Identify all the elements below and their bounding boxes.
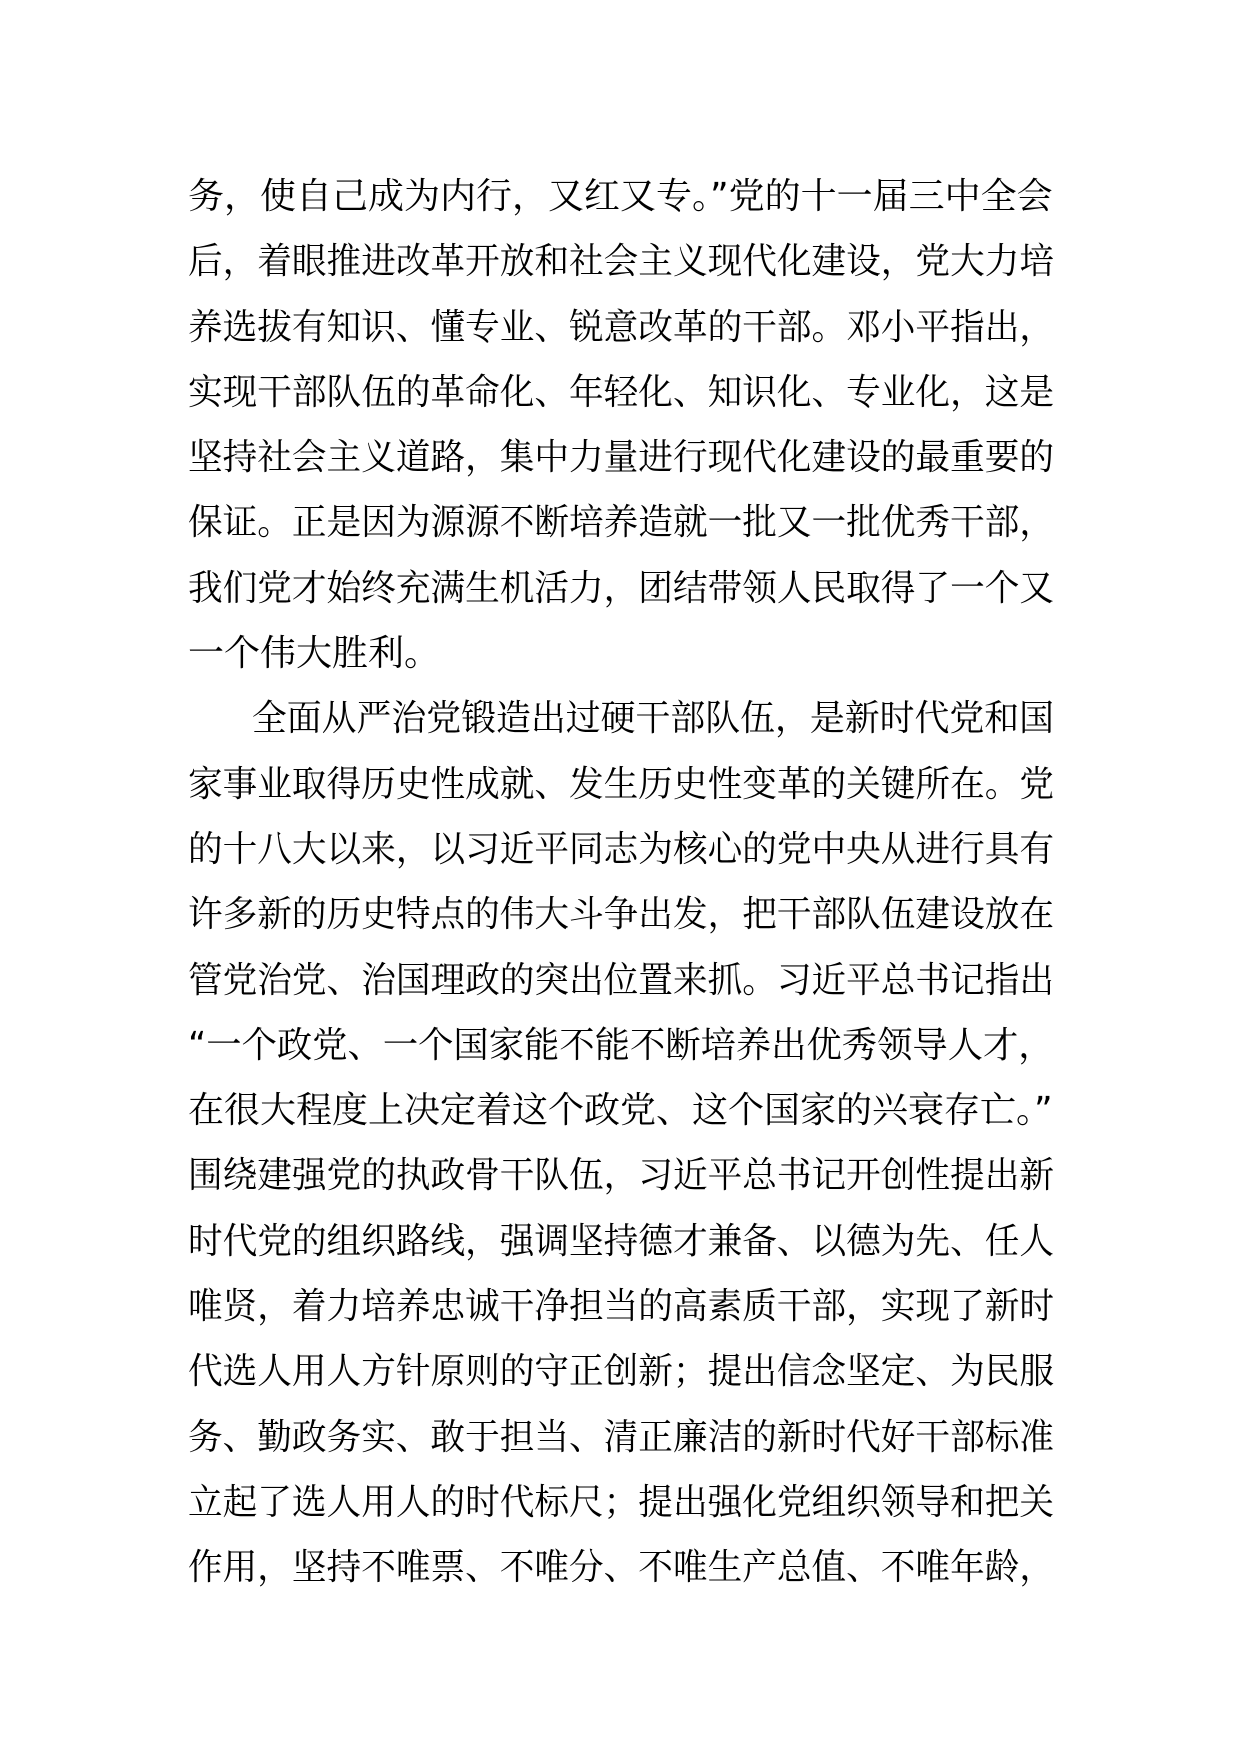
text-line: 的十八大以来，以习近平同志为核心的党中央从进行具有: [188, 828, 1054, 870]
text-line: 时代党的组织路线，强调坚持德才兼备、以德为先、任人: [188, 1220, 1054, 1262]
text-line: 实现干部队伍的革命化、年轻化、知识化、专业化，这是: [188, 371, 1054, 413]
text-line: 坚持社会主义道路，集中力量进行现代化建设的最重要的: [188, 437, 1054, 479]
text-line: 管党治党、治国理政的突出位置来抓。习近平总书记指出: [188, 959, 1054, 1001]
text-line: 立起了选人用人的时代标尺；提出强化党组织领导和把关: [188, 1481, 1054, 1523]
text-line: “一个政党、一个国家能不能不断培养出优秀领导人才，: [188, 1024, 1054, 1066]
text-line: 我们党才始终充满生机活力，团结带领人民取得了一个又: [188, 567, 1054, 609]
text-line: 唯贤，着力培养忠诚干净担当的高素质干部，实现了新时: [188, 1286, 1054, 1328]
text-line: 围绕建强党的执政骨干队伍，习近平总书记开创性提出新: [188, 1155, 1054, 1197]
text-line: 代选人用人方针原则的守正创新；提出信念坚定、为民服: [188, 1351, 1054, 1393]
text-line: 家事业取得历史性成就、发生历史性变革的关键所在。党: [188, 763, 1054, 805]
text-line: 养选拔有知识、懂专业、锐意改革的干部。邓小平指出，: [188, 306, 1054, 348]
text-line: 务、勤政务实、敢于担当、清正廉洁的新时代好干部标准: [188, 1416, 1054, 1458]
text-line: 后，着眼推进改革开放和社会主义现代化建设，党大力培: [188, 241, 1054, 283]
text-line: 许多新的历史特点的伟大斗争出发，把干部队伍建设放在: [188, 894, 1054, 936]
body-text: [188, 164, 1054, 1601]
text-line: 务，使自己成为内行，又红又专。”党的十一届三中全会: [188, 176, 1053, 217]
paragraph-first-line: 全面从严治党锻造出过硬干部队伍，是新时代党和国: [251, 698, 1055, 740]
text-line: 作用，坚持不唯票、不唯分、不唯生产总值、不唯年龄，: [188, 1547, 1054, 1589]
text-line: 在很大程度上决定着这个政党、这个国家的兴衰存亡。”: [188, 1090, 1053, 1132]
text-line: 一个伟大胜利。: [188, 633, 441, 675]
text-line: 保证。正是因为源源不断培养造就一批又一批优秀干部，: [188, 502, 1054, 544]
